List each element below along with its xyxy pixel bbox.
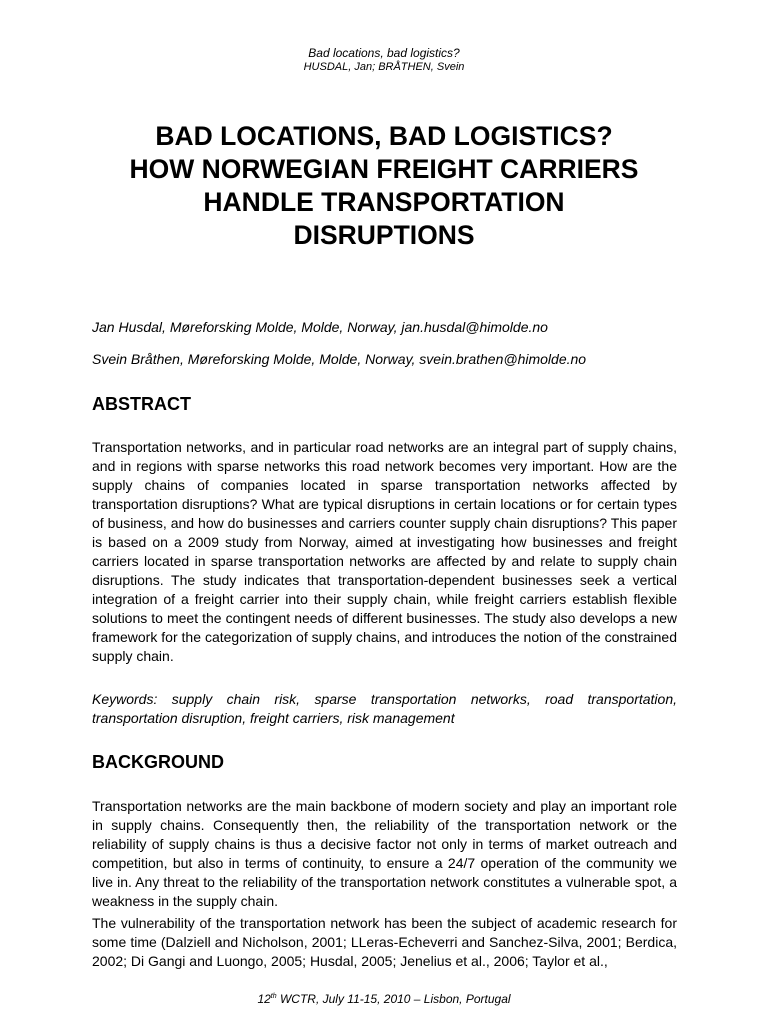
background-heading: BACKGROUND (92, 752, 224, 772)
running-head-title: Bad locations, bad logistics? (308, 46, 460, 60)
author-affiliation-1: Jan Husdal, Møreforsking Molde, Molde, Norway, jan.husdal@himolde.no (92, 319, 548, 335)
background-paragraph-2: The vulnerability of the transportation network has been the subject of academic research for some time (Dalziell and Nicholson, 2001; LLeras-Echeverri and Sanchez-Silva, 2001; Berdica, 2002; Di Gangi and Luongo, 2005; Husdal, 2005; Jenelius et al., 2006; Taylor et al., (92, 915, 677, 969)
footer-ordinal: th (270, 993, 277, 1000)
author-affiliation-2: Svein Bråthen, Møreforsking Molde, Molde, Norway, svein.brathen@himolde.no (92, 351, 587, 367)
title-line-4: DISRUPTIONS (293, 220, 475, 250)
running-head (0, 46, 768, 74)
title-line-2: HOW NORWEGIAN FREIGHT CARRIERS (129, 154, 639, 184)
title-line-1: BAD LOCATIONS, BAD LOGISTICS? (155, 121, 613, 151)
paper-title (60, 120, 708, 252)
footer-text: WCTR, July 11-15, 2010 – Lisbon, Portugal (276, 992, 511, 1006)
title-line-3: HANDLE TRANSPORTATION (203, 187, 565, 217)
abstract-heading: ABSTRACT (92, 394, 191, 414)
footer-number: 12 (257, 992, 271, 1006)
page-footer (0, 990, 768, 1006)
running-head-authors: HUSDAL, Jan; BRÅTHEN, Svein (303, 61, 465, 73)
background-paragraph-1: Transportation networks are the main backbone of modern society and play an important role in supply chains. Consequently then, the reliability of the transportation network or the reliability of supply chains is thus a decisive factor not only in terms of market outreach and competition, but also in terms of continuity, to ensure a 24/7 operation of the community we live in. Any threat to the reliability of the transportation network constitutes a vulnerable spot, a weakness in the supply chain. (92, 798, 677, 909)
abstract-text: Transportation networks, and in particular road networks are an integral part of supply chains, and in regions with sparse networks this road network becomes very important. How are the supply chains of companies located in sparse transportation networks affected by transportation disruptions? What are typical disruptions in certain locations or for certain types of business, and how do businesses and carriers counter supply chain disruptions? This paper is based on a 2009 study from Norway, aimed at investigating how businesses and freight carriers located in sparse transportation networks are affected by and relate to supply chain disruptions. The study indicates that transportation-dependent businesses seek a vertical integration of a freight carrier into their supply chain, while freight carriers establish flexible solutions to meet the contingent needs of different businesses. The study also develops a new framework for the categorization of supply chains, and introduces the notion of the constrained supply chain. (92, 439, 677, 664)
keywords: Keywords: supply chain risk, sparse transportation networks, road transportation, transportation disruption, freight carriers, risk management (92, 691, 677, 726)
